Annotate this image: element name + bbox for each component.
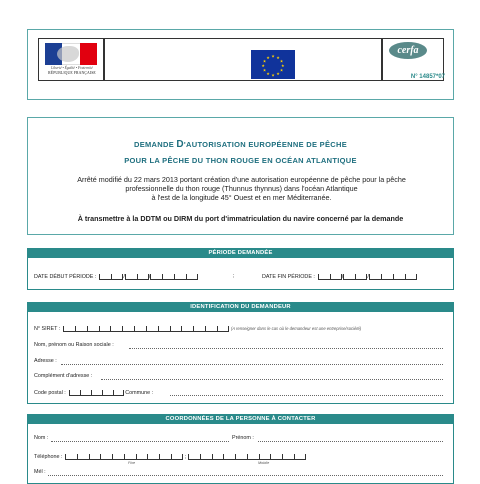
date-debut-row [34,273,198,280]
cerfa-number: N° 14857*07 [410,74,445,80]
date-debut-label: DATE DÉBUT PÉRIODE : [34,274,97,280]
adresse-input[interactable] [61,364,443,365]
telephone-row [34,453,306,460]
contact-prenom-input[interactable] [258,441,443,442]
fixe-caption: Fixe [128,461,136,465]
siret-label: N° SIRET : [34,326,61,332]
arrete-line1: Arrêté modifié du 22 mars 2013 portant création d'une autorisation européenne de pêche pour la pêche [77,175,406,184]
form-title-line2: POUR LA PÊCHE DU THON ROUGE EN OCÉAN ATLANTIQUE [124,156,357,165]
date-fin-month-input[interactable] [343,273,367,280]
date-fin-day-input[interactable] [318,273,342,280]
contact-nom-label: Nom : [34,435,49,441]
svg-text:★: ★ [279,67,284,73]
date-debut-month-input[interactable] [125,273,149,280]
siret-row [34,325,361,332]
svg-text:★: ★ [271,72,275,78]
telephone-separator: ; [184,454,187,460]
periode-separator: ; [233,273,235,279]
form-title-line1: DEMANDE D'AUTORISATION EUROPÉENNE DE PÊCHE [133,139,348,150]
date-debut-year-input[interactable] [150,273,198,280]
complement-input[interactable] [101,379,443,380]
eu-cell [104,38,382,81]
mel-label: Mél : [34,469,46,475]
svg-text:★: ★ [271,53,275,59]
date-fin-label: DATE FIN PÉRIODE : [262,274,315,280]
contact-prenom-label: Prénom : [232,435,254,441]
svg-text:★: ★ [266,54,270,60]
telephone-label: Téléphone : [34,454,63,460]
complement-label: Complément d'adresse : [34,373,93,379]
code-postal-row [34,389,153,396]
svg-text:★: ★ [262,67,267,73]
svg-text:★: ★ [279,58,284,64]
code-postal-label: Code postal : [34,390,66,396]
republic-motto: Liberté • Égalité • Fraternité [51,66,93,70]
telephone-fixe-input[interactable] [65,453,183,460]
siret-input[interactable] [63,325,229,332]
svg-text:★: ★ [266,71,270,77]
arrete-line2: professionnelle du thon rouge (Thunnus thynnus) dans l'océan Atlantique [125,184,358,193]
arrete-line3: à l'est de la longitude 45° Ouest et en mer Méditerranée. [151,193,332,202]
contact-header: COORDONNÉES DE LA PERSONNE À CONTACTER [28,415,453,424]
siret-hint: (A renseigner dans le cas où le demandeur est une entreprise/société) [230,326,362,331]
demandeur-section [27,302,454,404]
svg-text:★: ★ [281,63,285,68]
header-frame [27,29,454,100]
svg-text:★: ★ [276,71,280,77]
telephone-mobile-input[interactable] [188,453,306,460]
commune-label: Commune : [125,390,154,396]
demandeur-header: IDENTIFICATION DU DEMANDEUR [28,303,453,312]
adresse-label: Adresse : [34,358,57,364]
contact-section [27,414,454,484]
svg-text:★: ★ [262,58,267,64]
code-postal-input[interactable] [69,389,124,396]
date-fin-row [262,273,417,280]
nom-raison-label: Nom, prénom ou Raison sociale : [34,342,114,348]
periode-header: PÉRIODE DEMANDÉE [28,249,453,258]
mel-input[interactable] [48,475,443,476]
eu-flag-icon [251,50,295,79]
mobile-caption: Mobile [258,461,270,465]
cerfa-logo: cerfa [389,42,427,59]
title-frame [27,117,454,235]
periode-section [27,248,454,290]
svg-text:★: ★ [276,54,280,60]
republique-logo [38,38,104,81]
nom-raison-input[interactable] [129,348,443,349]
transmit-notice: À transmettre à la DDTM ou DIRM du port d'immatriculation du navire concerné par la demande [77,214,404,223]
date-debut-day-input[interactable] [99,273,123,280]
marianne-flag-icon [45,43,97,65]
commune-input[interactable] [170,395,443,396]
date-fin-year-input[interactable] [369,273,417,280]
republic-name: RÉPUBLIQUE FRANÇAISE [48,71,96,75]
contact-nom-input[interactable] [51,441,229,442]
svg-text:★: ★ [261,63,265,68]
